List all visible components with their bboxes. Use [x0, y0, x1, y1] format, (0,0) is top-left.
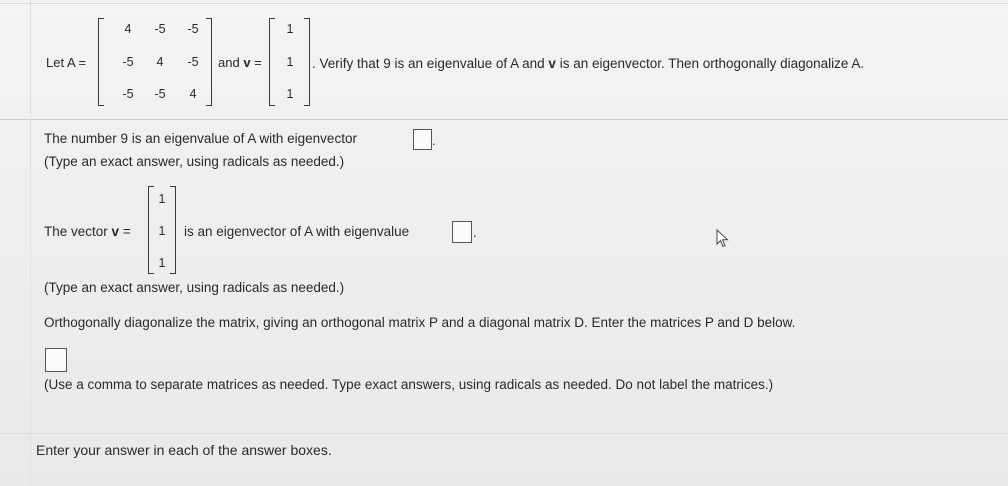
q2-period: . [473, 225, 477, 240]
and-v-label [218, 55, 262, 70]
top-border [0, 3, 1008, 4]
equals-sign: = [250, 55, 262, 70]
q1-eigenvector-answer-box[interactable] [413, 129, 432, 150]
footer-divider [0, 433, 1008, 434]
instruction-text [312, 56, 864, 71]
matrix-a-cell: 4 [189, 87, 197, 101]
matrix-a-cell: -5 [122, 87, 134, 101]
vector-v-right-bracket [304, 18, 310, 106]
matrix-a-cell: 4 [124, 22, 132, 36]
and-text: and [218, 55, 240, 70]
matrix-a-left-bracket [98, 18, 104, 106]
vector-v-left-bracket [269, 18, 275, 106]
matrix-a-cell: -5 [122, 55, 134, 69]
q3-hint: (Use a comma to separate matrices as needed. Type exact answers, using radicals as needed. Do not label the matrices.) [44, 377, 774, 392]
q2-vector-cell: 1 [158, 224, 166, 238]
q2-vector-cell: 1 [158, 256, 166, 270]
q1-hint: (Type an exact answer, using radicals as needed.) [44, 154, 345, 169]
instruction-part1: . Verify that 9 is an eigenvalue of A and [312, 56, 549, 71]
q2-prefix-group [44, 224, 131, 239]
mouse-pointer-icon [716, 229, 730, 249]
q2-eigenvalue-answer-box[interactable] [452, 221, 472, 243]
v-variable: v [243, 55, 251, 70]
q2-v-variable: v [111, 224, 120, 239]
vector-v-cell: 1 [286, 87, 294, 101]
matrix-a-cell: 4 [156, 55, 164, 69]
matrix-a-cell: -5 [154, 22, 166, 36]
matrix-a-cell: -5 [187, 22, 199, 36]
matrix-a-cell: -5 [154, 87, 166, 101]
q2-hint: (Type an exact answer, using radicals as needed.) [44, 280, 345, 295]
q1-text: The number 9 is an eigenvalue of A with eigenvector [44, 131, 357, 146]
footer-instruction: Enter your answer in each of the answer boxes. [36, 442, 332, 458]
vector-v-cell: 1 [286, 55, 294, 69]
let-a-label: Let A = [46, 55, 87, 70]
q2-suffix: is an eigenvector of A with eigenvalue [184, 224, 410, 239]
q2-equals: = [119, 224, 131, 239]
q2-prefix: The vector [44, 224, 108, 239]
matrix-a-cell: -5 [187, 55, 199, 69]
matrix-a-right-bracket [206, 18, 212, 106]
q2-vector-cell: 1 [158, 192, 166, 206]
instruction-part2: is an eigenvector. Then orthogonally diagonalize A. [555, 56, 865, 71]
vector-v-cell: 1 [286, 22, 294, 36]
section-divider [0, 119, 1008, 120]
instruction-v: v [548, 56, 556, 71]
q3-text: Orthogonally diagonalize the matrix, giving an orthogonal matrix P and a diagonal matrix D. Enter the matrices P and D below. [44, 315, 796, 330]
q1-period: . [432, 133, 436, 148]
left-guide-line [30, 0, 31, 486]
q3-matrices-answer-box[interactable] [45, 348, 67, 372]
